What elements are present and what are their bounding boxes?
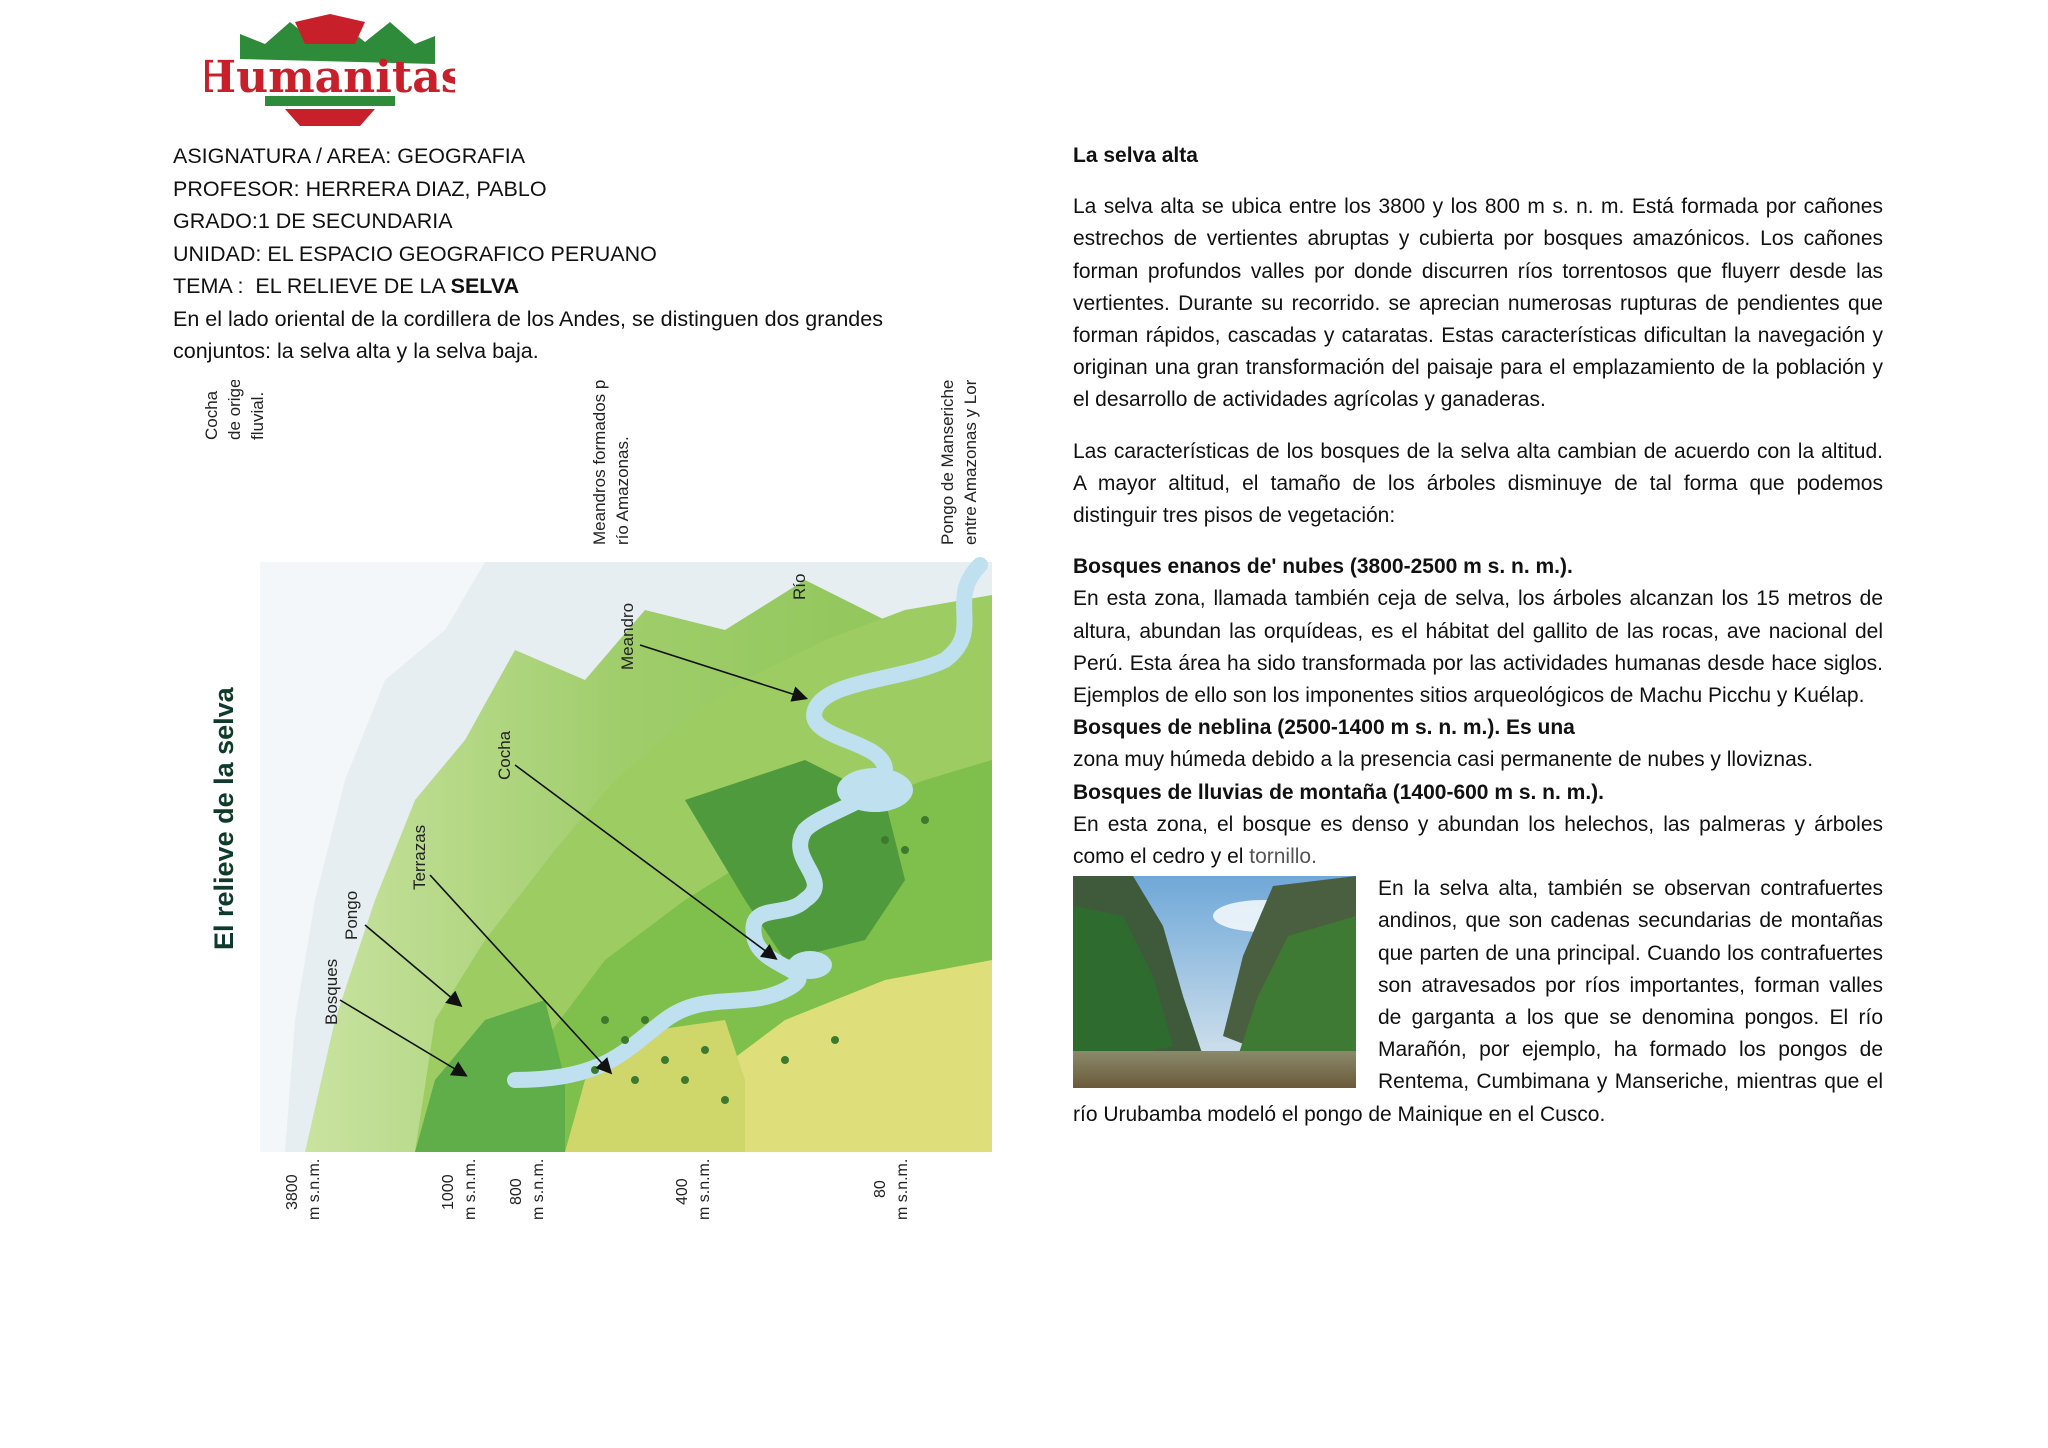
caption-cocha-line3: fluvial. (248, 391, 267, 440)
paragraph-1: La selva alta se ubica entre los 3800 y los 800 m s. n. m. Está formada por cañones estrechos de vertientes abruptas y cubierta por bosques amazónicos. Los cañones forman profundos valles por donde discurren ríos torrentosos que fluyerr desde las vertientes. Durante su recorrido. se aprecian numerosas rupturas de pendientes que forman rápidos, cascadas y cataratas. Estas características dificultan la navegación y originan una gran transformación del paisaje para el emplazamiento de la población y el desarrollo de actividades agrícolas y ganaderas. (1073, 195, 1883, 412)
label-cocha: Cocha (495, 730, 514, 780)
paragraph-5-gray: tornillo. (1249, 845, 1317, 869)
altitude-80-unit: m s.n.m. (894, 1158, 911, 1220)
altitude-1000-value: 1000 (440, 1174, 457, 1210)
humanitas-logo (205, 14, 455, 132)
paragraph-6-block (1073, 873, 1883, 1131)
caption-meandros-line1: Meandros formados por el (590, 380, 609, 545)
intro-paragraph: En el lado oriental de la cordillera de los Andes, se distinguen dos grandes conjuntos: la selva alta y la selva baja. (173, 306, 883, 363)
topic-line (173, 270, 933, 303)
altitude-scale (284, 1159, 911, 1220)
figure-title: El relieve de la selva (209, 687, 239, 950)
altitude-3800-value: 3800 (284, 1174, 301, 1210)
altitude-400-unit: m s.n.m. (696, 1158, 713, 1220)
course-header (173, 140, 933, 368)
paragraph-5-main: En esta zona, el bosque es denso y abundan los helechos, las palmeras y árboles como el cedro y el (1073, 812, 1883, 869)
altitude-800-value: 800 (508, 1178, 525, 1205)
altitude-400-value: 400 (674, 1178, 691, 1205)
altitude-1000-unit: m s.n.m. (462, 1158, 479, 1220)
right-column (1073, 140, 1883, 1131)
paragraph-6: En la selva alta, también se observan contrafuertes andinos, que son cadenas secundarias de montañas que parten de una principal. Cuando los contrafuertes son atravesados por ríos importantes, forman valles de garganta a los que se denomina pongos. El río Marañón, por ejemplo, ha formado los pongos de Rentema, Cumbimana y Manseriche, mientras que el río Urubamba modeló el pongo de Mainique en el Cusco. (1073, 877, 1883, 1126)
caption-meandros-line2: río Amazonas. (613, 436, 632, 545)
paragraph-4: zona muy húmeda debido a la presencia casi permanente de nubes y lloviznas. (1073, 748, 1814, 772)
label-pongo: Pongo (342, 890, 361, 940)
unit-line: UNIDAD: EL ESPACIO GEOGRAFICO PERUANO (173, 241, 657, 266)
logo-wordmark: Humanitas (205, 52, 455, 103)
altitude-80-value: 80 (872, 1180, 889, 1198)
topic-bold: SELVA (450, 274, 520, 298)
section-title: La selva alta (1073, 144, 1198, 167)
heading-bosques-lluvias: Bosques de lluvias de montaña (1400-600 m s. n. m.). (1073, 780, 1605, 804)
crest-red-top (295, 14, 365, 44)
paragraph-3: En esta zona, llamada también ceja de selva, los árboles alcanzan los 15 metros de altura, abundan las orquídeas, es el hábitat del gallito de las rocas, ave nacional del Perú. Esta área ha sido transformada por las actividades humanas desde hace siglos. Ejemplos de ello son los imponentes sitios arqueológicos de Machu Picchu y Kuélap. (1073, 587, 1883, 708)
teacher-line: PROFESOR: HERRERA DIAZ, PABLO (173, 176, 547, 201)
paragraph-5 (1073, 809, 1883, 873)
altitude-800-unit: m s.n.m. (530, 1158, 547, 1220)
caption-pongo-line1: Pongo de Manseriche, (938, 380, 957, 545)
canyon-photo (1073, 876, 1356, 1088)
caption-cocha-line2: de origen (225, 380, 244, 440)
label-meandro: Meandro (618, 602, 637, 670)
label-rio: Río (790, 573, 809, 600)
paragraph-2: Las características de los bosques de la selva alta cambian de acuerdo con la altitud. A mayor altitud, el tamaño de los árboles disminuye de tal forma que podemos distinguir tres pisos de vegetación: (1073, 439, 1883, 528)
grade-line: GRADO:1 DE SECUNDARIA (173, 209, 453, 233)
topic-prefix: TEMA : EL RELIEVE DE LA (173, 274, 451, 298)
crest-red-base (285, 109, 375, 126)
heading-bosques-neblina: Bosques de neblina (2500-1400 m s. n. m.). Es una (1073, 716, 1575, 740)
label-bosques: Bosques (322, 958, 341, 1025)
caption-pongo-line2: entre Amazonas y Loreto. (961, 380, 980, 545)
altitude-3800-unit: m s.n.m. (306, 1158, 323, 1220)
label-terrazas: Terrazas (410, 824, 429, 890)
caption-cocha-line1: Cocha (202, 390, 221, 440)
subject-line: ASIGNATURA / AREA: GEOGRAFIA (173, 144, 526, 168)
heading-bosques-enanos: Bosques enanos de' nubes (3800-2500 m s. n. m.). (1073, 555, 1573, 579)
relief-figure (185, 380, 1000, 1230)
